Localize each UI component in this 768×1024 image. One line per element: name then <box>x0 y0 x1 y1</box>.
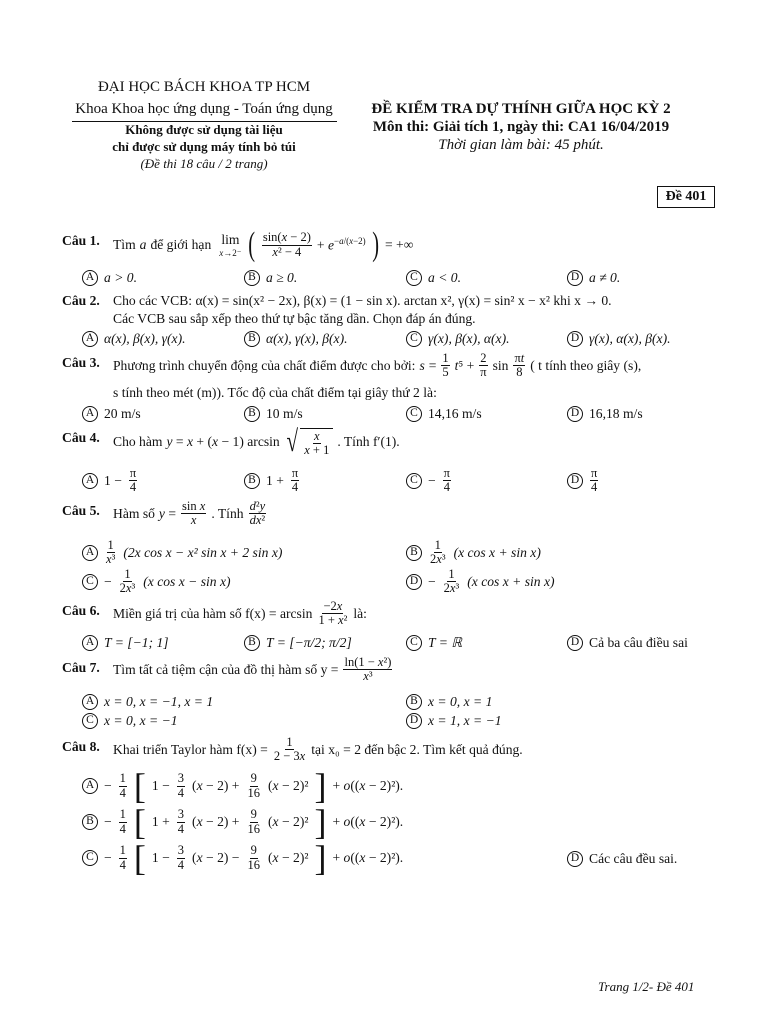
q6-option-c[interactable]: C T = ℝ <box>406 635 462 651</box>
q4-option-c[interactable]: C − $\frac{\pi}{4}$ <box>406 467 452 494</box>
option-b-circle[interactable]: B <box>406 545 422 561</box>
option-d-circle[interactable]: D <box>567 473 583 489</box>
option-b-circle[interactable]: B <box>244 331 260 347</box>
question-4-text: Cho hàm y = x + (x − 1) arcsin √ $\frac{x}{x + 1}$ . Tính f′(1). <box>113 425 400 458</box>
q7-option-a[interactable]: A x = 0, x = −1, x = 1 <box>82 694 213 710</box>
option-b-circle[interactable]: B <box>244 406 260 422</box>
option-b-circle[interactable]: B <box>82 814 98 830</box>
question-5-text: Hàm số y = $\frac{\text{sin x}}{x}$ . Tính $\frac{\text{d²y}}{\text{dx²}}$ <box>113 499 266 528</box>
option-a-circle[interactable]: A <box>82 473 98 489</box>
q2-option-b[interactable]: B α(x), γ(x), β(x). <box>244 331 348 347</box>
option-c-circle[interactable]: C <box>406 635 422 651</box>
q3-option-c[interactable]: C 14,16 m/s <box>406 406 482 422</box>
exam-rule-1: Không được sử dụng tài liệu <box>125 122 283 137</box>
q1-option-d[interactable]: D a ≠ 0. <box>567 270 620 286</box>
q8-option-b[interactable]: B − $\frac{1}{4}$ [ 1 + $\frac{3}{4}$ (x − 2) + $\frac{9}{16}$ (x − 2)² ] + o((x − 2)²). <box>82 804 403 840</box>
exam-code-box <box>657 186 715 208</box>
q1-option-c[interactable]: C a < 0. <box>406 270 461 286</box>
q5-pre: Hàm số <box>113 505 155 521</box>
q5-option-c[interactable]: C − $\frac{1}{\text{2x³}}$ (x cos x − sin x) <box>82 568 231 595</box>
question-8-text: Khai triển Taylor hàm f(x) = $\frac{1}{2 - 3x}$ tại x₀ = 2 đến bậc 2. Tìm kết quả đúng. <box>113 735 523 764</box>
q1-lim: lim x→2⁻ <box>219 231 242 258</box>
option-c-circle[interactable]: C <box>82 850 98 866</box>
option-b-circle[interactable]: B <box>244 473 260 489</box>
q1-pre: Tìm <box>113 237 136 252</box>
q4-option-a[interactable]: A 1 − $\frac{\pi}{4}$ <box>82 467 138 494</box>
option-d-circle[interactable]: D <box>567 406 583 422</box>
q8-post: tại x₀ = 2 đến bậc 2. Tìm kết quả đúng. <box>311 741 523 757</box>
q1-option-a[interactable]: A a > 0. <box>82 270 137 286</box>
q7-option-c[interactable]: C x = 0, x = −1 <box>82 713 178 729</box>
q6-pre: Miền giá trị của hàm số f(x) = arcsin <box>113 605 313 621</box>
exam-title: ĐỀ KIỂM TRA DỰ THÍNH GIỮA HỌC KỲ 2 <box>371 101 671 117</box>
option-c-circle[interactable]: C <box>406 406 422 422</box>
pages-note: (Đề thi 18 câu / 2 trang) <box>140 156 268 171</box>
option-a-circle[interactable]: A <box>82 545 98 561</box>
q5-option-d[interactable]: D − $\frac{1}{\text{2x³}}$ (x cos x + sin x) <box>406 568 555 595</box>
question-5-label: Câu 5. <box>62 503 100 518</box>
q6-option-b[interactable]: B T = [−π/2; π/2] <box>244 635 352 651</box>
university-name: ĐẠI HỌC BÁCH KHOA TP HCM <box>97 79 311 95</box>
q8-option-d[interactable]: D Các câu đều sai. <box>567 851 677 867</box>
question-7-text: Tìm tất cả tiệm cận của đồ thị hàm số y = $\frac{\text{ln(1 − x²)}}{\text{x³}}$ <box>113 655 392 684</box>
q7-pre: Tìm tất cả tiệm cận của đồ thị hàm số y = <box>113 661 339 677</box>
question-7-label: Câu 7. <box>62 660 100 675</box>
option-b-circle[interactable]: B <box>244 270 260 286</box>
option-c-circle[interactable]: C <box>82 713 98 729</box>
option-d-circle[interactable]: D <box>406 574 422 590</box>
q1-option-b[interactable]: B a ≥ 0. <box>244 270 297 286</box>
question-3-line1: Phương trình chuyển động của chất điểm được cho bởi: s = $\frac{1}{5}$ t⁵ + $\frac{2}{\pi}$ sin $\frac{\pi t}{8}$ ( t tính theo giây (s), <box>113 351 642 380</box>
question-4-label: Câu 4. <box>62 430 100 445</box>
q4-option-b[interactable]: B 1 + $\frac{\pi}{4}$ <box>244 467 300 494</box>
q5-option-a[interactable]: A $\frac{1}{\text{x³}}$ (2x cos x − x² sin x + 2 sin x) <box>82 539 282 566</box>
question-1-label: Câu 1. <box>62 233 100 248</box>
option-c-circle[interactable]: C <box>406 473 422 489</box>
q2-option-d[interactable]: D γ(x), α(x), β(x). <box>567 331 671 347</box>
q3-option-b[interactable]: B 10 m/s <box>244 406 303 422</box>
q2-option-c[interactable]: C γ(x), β(x), α(x). <box>406 331 510 347</box>
question-3-line2: s tính theo mét (m)). Tốc độ của chất điểm tại giây thứ 2 là: <box>113 385 437 400</box>
option-a-circle[interactable]: A <box>82 331 98 347</box>
faculty-name: Khoa Khoa học ứng dụng - Toán ứng dụng <box>75 101 333 117</box>
option-d-circle[interactable]: D <box>406 713 422 729</box>
option-b-circle[interactable]: B <box>244 635 260 651</box>
option-c-circle[interactable]: C <box>406 331 422 347</box>
option-c-circle[interactable]: C <box>82 574 98 590</box>
q6-post: là: <box>353 605 367 621</box>
question-2-line1: Cho các VCB: α(x) = sin(x² − 2x), β(x) = (1 − sin x). arctan x², γ(x) = sin² x − x² khi x → 0. <box>113 293 612 308</box>
q3-option-a[interactable]: A 20 m/s <box>82 406 141 422</box>
q6-option-a[interactable]: A T = [−1; 1] <box>82 635 169 651</box>
question-3-label: Câu 3. <box>62 355 100 370</box>
q8-option-a[interactable]: A − $\frac{1}{4}$ [ 1 − $\frac{3}{4}$ (x − 2) + $\frac{9}{16}$ (x − 2)² ] + o((x − 2)²). <box>82 768 403 804</box>
option-d-circle[interactable]: D <box>567 270 583 286</box>
option-d-circle[interactable]: D <box>567 635 583 651</box>
option-d-circle[interactable]: D <box>567 851 583 867</box>
question-6-text: Miền giá trị của hàm số f(x) = arcsin $\frac{-2x}{\text{1 + x²}}$ là: <box>113 599 367 628</box>
exam-subject: Môn thi: Giải tích 1, ngày thi: CA1 16/04/2019 <box>372 119 670 135</box>
q4-post: . Tính f′(1). <box>337 434 400 449</box>
option-a-circle[interactable]: A <box>82 635 98 651</box>
option-c-circle[interactable]: C <box>406 270 422 286</box>
page-footer: Trang 1/2- Đề 401 <box>598 979 695 994</box>
question-2-label: Câu 2. <box>62 293 100 308</box>
q3-post: ( t tính theo giây (s), <box>530 357 642 373</box>
q3-pre: Phương trình chuyển động của chất điểm được cho bởi: <box>113 357 416 373</box>
option-a-circle[interactable]: A <box>82 406 98 422</box>
q8-option-c[interactable]: C − $\frac{1}{4}$ [ 1 − $\frac{3}{4}$ (x − 2) − $\frac{9}{16}$ (x − 2)² ] + o((x − 2)²). <box>82 840 403 876</box>
q1-post: để giới hạn <box>150 237 212 252</box>
option-a-circle[interactable]: A <box>82 694 98 710</box>
question-1-text: Tìm a để giới hạn lim x→2⁻ ( $\frac{\sin(x - 2)}{\text{x² − 4}}$ + $e^{-a/(x-2)}$ ) = +∞ <box>113 226 414 263</box>
exam-code: Đề 401 <box>665 189 707 204</box>
q4-option-d[interactable]: D $\frac{\pi}{4}$ <box>567 467 599 494</box>
q6-option-d[interactable]: D Cả ba câu điều sai <box>567 635 688 651</box>
q2-option-a[interactable]: A α(x), β(x), γ(x). <box>82 331 186 347</box>
q5-option-b[interactable]: B $\frac{1}{\text{2x³}}$ (x cos x + sin x) <box>406 539 541 566</box>
q5-mid: . Tính <box>211 505 244 521</box>
question-6-label: Câu 6. <box>62 603 100 618</box>
q1-var: a <box>139 237 147 252</box>
option-a-circle[interactable]: A <box>82 270 98 286</box>
q3-option-d[interactable]: D 16,18 m/s <box>567 406 643 422</box>
q7-option-d[interactable]: D x = 1, x = −1 <box>406 713 502 729</box>
option-a-circle[interactable]: A <box>82 778 98 794</box>
q8-pre: Khai triển Taylor hàm f(x) = <box>113 741 268 757</box>
q4-pre: Cho hàm <box>113 434 163 449</box>
question-8-label: Câu 8. <box>62 739 100 754</box>
option-d-circle[interactable]: D <box>567 331 583 347</box>
q7-option-b[interactable]: B x = 0, x = 1 <box>406 694 492 710</box>
option-b-circle[interactable]: B <box>406 694 422 710</box>
exam-duration: Thời gian làm bài: 45 phút. <box>438 137 604 153</box>
exam-rule-2: chỉ được sử dụng máy tính bỏ túi <box>112 139 296 154</box>
question-2-line2: Các VCB sau sắp xếp theo thứ tự bậc tăng dần. Chọn đáp án đúng. <box>113 311 476 326</box>
